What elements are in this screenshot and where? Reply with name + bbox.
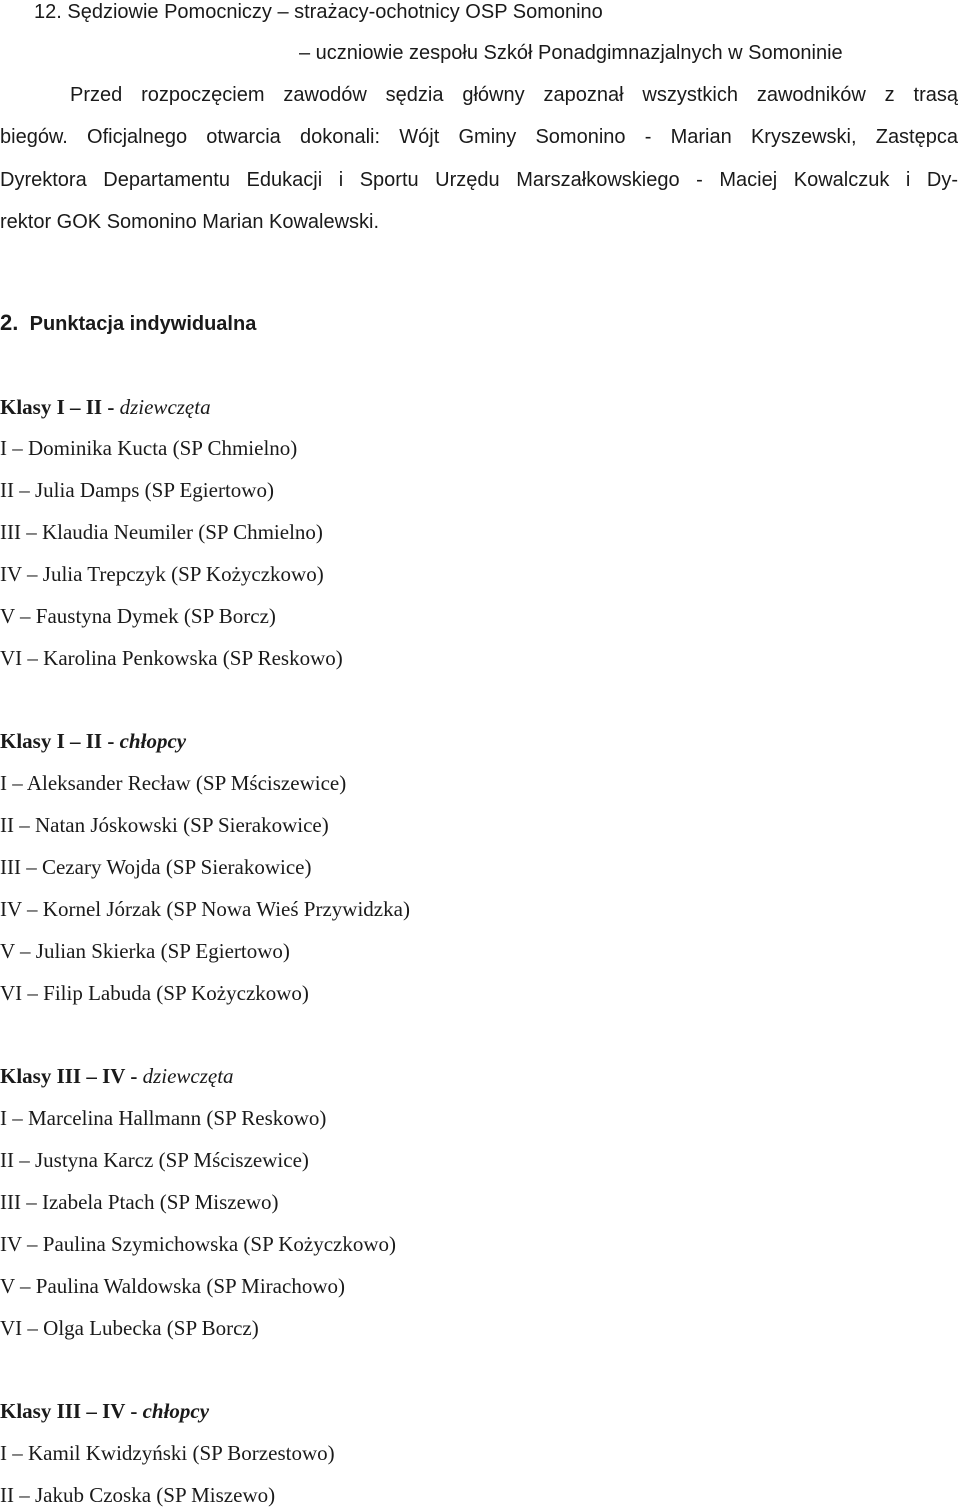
result-entry: II – Julia Damps (SP Egiertowo) bbox=[0, 478, 274, 502]
result-entry: V – Paulina Waldowska (SP Mirachowo) bbox=[0, 1274, 345, 1298]
intro-paragraph-line: biegów. Oficjalnego otwarcia dokonali: Wójt Gminy Somonino - Marian Kryszewski, Zastępca bbox=[0, 126, 958, 148]
group-label: Klasy I – II - bbox=[0, 729, 115, 753]
group-label: Klasy III – IV - bbox=[0, 1399, 138, 1423]
result-entry: II – Natan Jóskowski (SP Sierakowice) bbox=[0, 813, 329, 837]
result-entry: V – Faustyna Dymek (SP Borcz) bbox=[0, 604, 276, 628]
group-heading bbox=[0, 1066, 234, 1087]
result-entry: VI – Karolina Penkowska (SP Reskowo) bbox=[0, 646, 343, 670]
intro-paragraph-line: rektor GOK Somonino Marian Kowalewski. bbox=[0, 211, 380, 233]
section-title: Punktacja indywidualna bbox=[29, 313, 257, 335]
result-entry: III – Izabela Ptach (SP Miszewo) bbox=[0, 1190, 279, 1214]
referees-line: 12. Sędziowie Pomocniczy – strażacy-ochotnicy OSP Somonino bbox=[34, 1, 603, 23]
group-heading bbox=[0, 1401, 209, 1422]
result-entry: VI – Filip Labuda (SP Kożyczkowo) bbox=[0, 981, 309, 1005]
section-number: 2. bbox=[0, 310, 19, 335]
group-gender: chłopcy bbox=[119, 729, 187, 753]
result-entry: IV – Kornel Jórzak (SP Nowa Wieś Przywidzka) bbox=[0, 897, 410, 921]
result-entry: II – Jakub Czoska (SP Miszewo) bbox=[0, 1483, 276, 1507]
result-entry: I – Aleksander Recław (SP Mściszewice) bbox=[0, 771, 347, 795]
group-heading bbox=[0, 731, 186, 752]
intro-paragraph-line: Dyrektora Departamentu Edukacji i Sportu Urzędu Marszałkowskiego - Maciej Kowalczuk i Dy- bbox=[0, 169, 958, 191]
result-entry: I – Dominika Kucta (SP Chmielno) bbox=[0, 436, 298, 460]
result-entry: I – Kamil Kwidzyński (SP Borzestowo) bbox=[0, 1441, 335, 1465]
group-label: Klasy I – II - bbox=[0, 395, 115, 419]
result-entry: II – Justyna Karcz (SP Mściszewice) bbox=[0, 1148, 309, 1172]
group-label: Klasy III – IV - bbox=[0, 1064, 138, 1088]
result-entry: III – Cezary Wojda (SP Sierakowice) bbox=[0, 855, 312, 879]
group-gender: chłopcy bbox=[142, 1399, 210, 1423]
group-gender: dziewczęta bbox=[119, 395, 211, 419]
result-entry: IV – Paulina Szymichowska (SP Kożyczkowo) bbox=[0, 1232, 397, 1256]
intro-paragraph-line: Przed rozpoczęciem zawodów sędzia główny zapoznał wszystkich zawodników z trasą bbox=[70, 84, 958, 106]
result-entry: IV – Julia Trepczyk (SP Kożyczkowo) bbox=[0, 562, 324, 586]
result-entry: V – Julian Skierka (SP Egiertowo) bbox=[0, 939, 290, 963]
group-heading bbox=[0, 397, 211, 418]
result-entry: I – Marcelina Hallmann (SP Reskowo) bbox=[0, 1106, 327, 1130]
section-heading bbox=[0, 312, 256, 334]
referees-line-continued: – uczniowie zespołu Szkół Ponadgimnazjalnych w Somoninie bbox=[299, 42, 843, 64]
result-entry: III – Klaudia Neumiler (SP Chmielno) bbox=[0, 520, 323, 544]
result-entry: VI – Olga Lubecka (SP Borcz) bbox=[0, 1316, 259, 1340]
group-gender: dziewczęta bbox=[142, 1064, 234, 1088]
